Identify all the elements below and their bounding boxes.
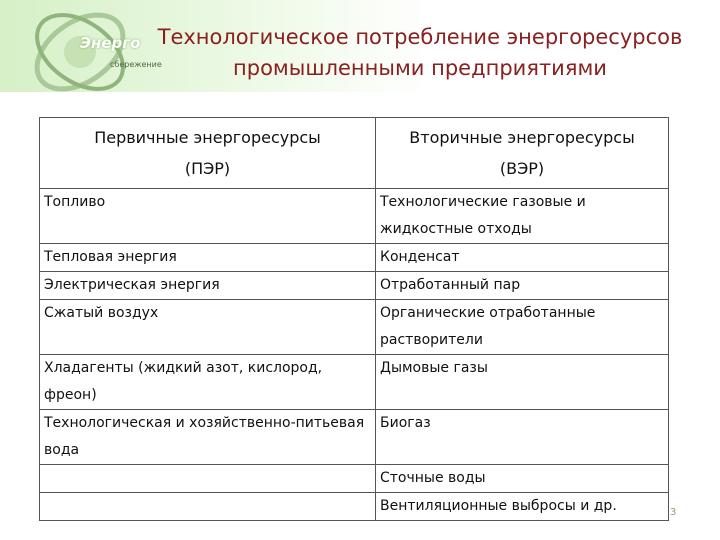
table-row (40, 244, 669, 272)
primary-cell: Тепловая энергия (40, 244, 376, 272)
table-header-row (40, 118, 669, 189)
table-row (40, 272, 669, 300)
secondary-cell: Технологические газовые и жидкостные отходы (376, 189, 669, 244)
header-primary-resources (40, 118, 376, 189)
secondary-cell: Вентиляционные выбросы и др. (376, 493, 669, 521)
table-row (40, 189, 669, 244)
header-banner (0, 0, 720, 92)
header-primary-line2: (ПЭР) (184, 159, 231, 178)
primary-cell: Технологическая и хозяйственно-питьевая вода (40, 410, 376, 465)
secondary-cell: Сточные воды (376, 465, 669, 493)
secondary-cell: Биогаз (376, 410, 669, 465)
table-row (40, 355, 669, 410)
primary-cell (40, 465, 376, 493)
primary-cell: Топливо (40, 189, 376, 244)
table-row (40, 493, 669, 521)
primary-cell (40, 493, 376, 521)
primary-cell: Сжатый воздух (40, 300, 376, 355)
header-secondary-resources (376, 118, 669, 189)
primary-cell: Хладагенты (жидкий азот, кислород, фреон) (40, 355, 376, 410)
page-number: 3 (670, 507, 677, 518)
table-row (40, 410, 669, 465)
table-row (40, 300, 669, 355)
title-line-1: Технологическое потребление энергоресурсов (157, 25, 683, 49)
logo-text: Энерго (80, 34, 141, 52)
secondary-cell: Органические отработанные растворители (376, 300, 669, 355)
logo-subtext: сбережение (110, 60, 162, 69)
table-row (40, 465, 669, 493)
primary-cell: Электрическая энергия (40, 272, 376, 300)
header-secondary-line2: (ВЭР) (499, 159, 545, 178)
page-title (140, 22, 700, 84)
header-primary-line1: Первичные энергоресурсы (94, 128, 321, 147)
title-line-2: промышленными предприятиями (233, 56, 607, 80)
secondary-cell: Конденсат (376, 244, 669, 272)
secondary-cell: Дымовые газы (376, 355, 669, 410)
secondary-cell: Отработанный пар (376, 272, 669, 300)
energy-resources-table (39, 117, 669, 521)
header-secondary-line1: Вторичные энергоресурсы (409, 128, 635, 147)
